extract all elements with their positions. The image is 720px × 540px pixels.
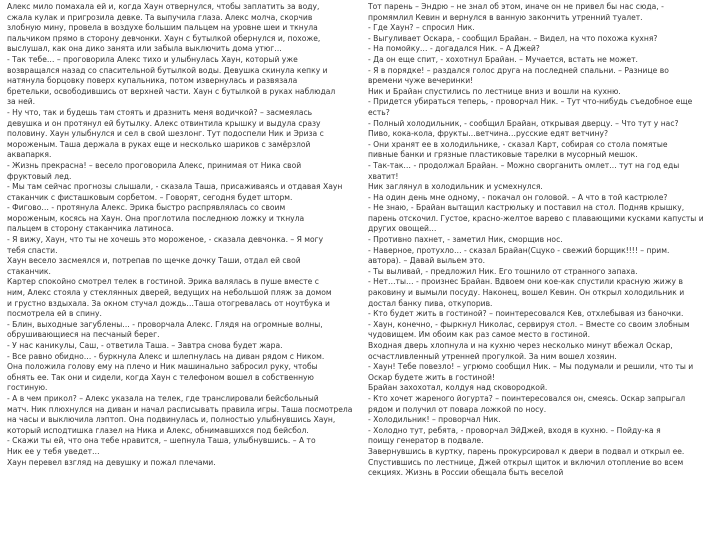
left-column-text-line: Она положила голову ему на плечо и Ник машинально забросил руку, чтобы bbox=[7, 362, 318, 372]
left-column-text-line: ним, Алекс стояла у стеклянных дверей, ведущих на небольшой пляж за домом bbox=[7, 288, 332, 298]
right-column-text-line: - Не знаю, - Брайан вытащил кастрюльку и поставил на стол. Подняв крышку, bbox=[368, 203, 685, 213]
left-column-text-line: матч. Ник плюхнулся на диван и начал расписывать правила игры. Таша посмотрела bbox=[7, 404, 353, 414]
left-column-text-line: натянула борцовку поверх купальника, потом извернулась и развязала bbox=[7, 76, 298, 86]
left-column-text-line: - У нас каникулы, Саш, - ответила Таша. – Завтра снова будет жара. bbox=[7, 341, 283, 350]
left-column-text-line: Картер спокойно смотрел телек в гостиной. Эрика валялась в пуше вместе с bbox=[7, 277, 319, 287]
right-column-text-line: - Нет…ты… - произнес Брайан. Вдвоем они кое-как спустили красную жижу в bbox=[368, 277, 683, 287]
left-column-text-line: Ник ее у тебя уведет… bbox=[7, 446, 100, 456]
left-column-text-line: мороженым, косясь на Хаун. Она проглотила последнюю ложку и ткнула bbox=[7, 213, 305, 223]
left-column-text-line: - Ну что, так и будешь там стоять и дразнить меня водичкой? – засмеялась bbox=[7, 107, 313, 117]
left-column-text-line: тебя спасти. bbox=[7, 245, 58, 255]
left-column-text-line: возвращался назад со спасительной бутылкой воды. Девушка скинула кепку и bbox=[7, 65, 328, 75]
left-column-text-line: сжала кулак и пригрозила девке. Та выпучила глаза. Алекс молча, скорчив bbox=[7, 12, 313, 22]
right-column-text-line: - На один день мне одному, - покачал он головой. – А что в той кастрюле? bbox=[368, 192, 668, 202]
right-column-text-line: - Да он еще спит, - хохотнул Брайан. – Мучается, встать не может. bbox=[368, 54, 638, 64]
right-column-text-line: раковину и вымыли посуду. Наконец, вошел Кевин. Он открыл холодильник и bbox=[368, 288, 685, 298]
left-column-text-line: гостиную. bbox=[7, 383, 48, 393]
right-column-text-line: Пиво, кока-кола, фрукты…ветчина…русские едят ветчину? bbox=[368, 129, 609, 139]
right-column-text-line: пивные банки и грязные пластиковые тарелки в мусорный мешок. bbox=[368, 150, 638, 160]
left-column-text-line: и грустно вздыхала. За окном стучал дождь…Таша отогревалась от ноутбука и bbox=[7, 298, 330, 308]
left-column-text-line: Алекс мило помахала ей и, когда Хаун отвернулся, чтобы заплатить за воду, bbox=[7, 2, 320, 11]
right-column-text-line: - Где Хаун? – спросил Ник. bbox=[368, 23, 475, 33]
left-column-text-line: бретельки, освободившись от верхней части. Хаун с бутылкой в руках наблюдал bbox=[7, 86, 336, 96]
right-column-text-line: - Ты выливай, - предложил Ник. Его тошнило от странного запаха. bbox=[368, 266, 638, 276]
right-column-text-line: - Я в порядке! – раздался голос друга на последней спальни. – Разнице во bbox=[368, 65, 669, 75]
right-column-text-line: автора). – Давай выльем это. bbox=[368, 256, 486, 266]
right-column-text-line: Тот парень – Эндрю – не знал об этом, иначе он не привел бы нас сюда, - bbox=[368, 2, 664, 11]
left-column-text-line: - Фигово… - протянула Алекс. Эрика быстро распрявлялась со своим bbox=[7, 203, 286, 213]
right-column-text-line: промямлил Кевин и вернулся в ванную закончить утренний туалет. bbox=[368, 12, 643, 22]
left-column-text-line: - Жизнь прекрасна! – весело проговорила Алекс, принимая от Ника свой bbox=[7, 160, 302, 170]
right-column-text-line: Завернувшись в куртку, парень прокурсировал к двери в подвал и открыл ее. bbox=[368, 446, 685, 456]
left-column-text-line: девушка и он протянул ей бутылку. Алекс отвинтила крышку и выдула сразу bbox=[7, 118, 321, 128]
right-column-text-line: поищу генератор в подвале. bbox=[368, 436, 484, 446]
right-column-text-line: есть? bbox=[368, 107, 390, 117]
right-column-text-line: - Холодно тут, ребята, - проворчал ЭйДжей, входя в кухню. – Пойду-ка я bbox=[368, 425, 661, 435]
left-column-text-line: - Мы там сейчас прогнозы слышали, - сказала Таша, присаживаясь и отдавая Хаун bbox=[7, 182, 343, 192]
left-column-text-line: аквапаркя. bbox=[7, 150, 52, 160]
right-column-text-line: парень отскочил. Густое, красно-желтое варево с плавающими кусками капусты и bbox=[368, 213, 704, 223]
left-column-text-line: злобную мину, провела в воздухе большим пальцем на уровне шеи и ткнула bbox=[7, 23, 318, 33]
right-column-text-line: - Так-так… - продолжал Брайан. – Можно сворганить омлет… тут на год еды bbox=[368, 160, 680, 170]
left-column-text-line: - Так тебе… – проговорила Алекс тихо и улыбнулась Хаун, который уже bbox=[7, 54, 298, 64]
right-column-text-line: рядом и получил от повара ложкой по носу. bbox=[368, 404, 547, 414]
right-column-text-line: Входная дверь хлопнула и на кухню через несколько минут вбежал Оскар, bbox=[368, 341, 673, 350]
right-column-text-line: - Кто будет жить в гостиной? – поинтересовался Кев, отхлебывая из баночки. bbox=[368, 309, 684, 319]
right-column-text-line: хватит! bbox=[368, 171, 399, 181]
left-column-text-line: стаканчик с фисташковым сорбетом. – Говорят, сегодня будет шторм. bbox=[7, 192, 293, 202]
left-column-text-line: на часы и выключила лэптоп. Она подвинулась и, полностью улыбнувшись Хаун, bbox=[7, 415, 336, 425]
right-column-text-line: - На помойку… - догадался Ник. – А Джей? bbox=[368, 44, 540, 54]
left-column-text-line: - А в чем прикол? – Алекс указала на телек, где транслировали бейсбольный bbox=[7, 393, 319, 403]
right-column-text-line: - Хаун! Тебе повезло! – угрюмо сообщил Ник. – Мы подумали и решили, что ты и bbox=[368, 362, 694, 372]
right-column-text-line: других овощей… bbox=[368, 224, 437, 234]
left-column-text-line: за ней. bbox=[7, 97, 36, 107]
right-column-text-line: - Противно пахнет, - заметил Ник, сморщив нос. bbox=[368, 235, 563, 245]
left-column-text-line: Хаун перевел взгляд на девушку и пожал плечами. bbox=[7, 457, 216, 467]
right-column-text-line: - Хаун, конечно, - фыркнул Николас, сервируя стол. – Вместе со своим злобным bbox=[368, 319, 690, 329]
right-column-text-line: - Придется убираться теперь, - проворчал Ник. – Тут что-нибудь съедобное еще bbox=[368, 97, 693, 107]
left-column-text-line: выслушал, как она дико занята или забыла выключить дома утюг… bbox=[7, 44, 282, 54]
right-column-text-line: времени чуже вечеринки! bbox=[368, 76, 474, 86]
left-column-text-line: посмотрела ей в спину. bbox=[7, 309, 102, 319]
left-column-text-line: стаканчик. bbox=[7, 266, 51, 276]
right-column-text-line: - Выгуливает Оскара, - сообщил Брайан. – Видел, на что похожа кухня? bbox=[368, 33, 658, 43]
right-column-text-line: Брайан захохотал, колдуя над сковородкой. bbox=[368, 383, 548, 393]
left-column-text-line: половину. Хаун улыбнулся и сел в свой шезлонг. Тут подоспели Ник и Эриза с bbox=[7, 129, 324, 139]
right-column-text-line: - Кто хочет жареного йогурта? – поинтересовался он, смеясь. Оскар запрыгал bbox=[368, 393, 686, 403]
right-column-text-line: секциях. Жизнь в России обещала быть веселой bbox=[368, 468, 564, 478]
right-column-text-line: - Наверное, протухло… - сказал Брайан(Сцуко - свежий борщик!!!! – прим. bbox=[368, 245, 670, 255]
left-column-text-line: мороженым. Таша держала в руках еще и несколько шариков с замёрзлой bbox=[7, 139, 311, 149]
right-column-text-line: - Полный холодильник, - сообщил Брайан, открывая дверцу. – Что тут у нас? bbox=[368, 118, 679, 128]
right-column-text-line: Ник заглянул в холодильник и усмехнулся. bbox=[368, 182, 543, 192]
left-column-text-line: - Все равно обидно… - буркнула Алекс и шлепнулась на диван рядом с Ником. bbox=[7, 351, 325, 361]
right-column-text-line: - Холодильник! – проворчал Ник. bbox=[368, 415, 501, 425]
left-column-text-line: обрушивающиеся на песчаный берег. bbox=[7, 330, 160, 340]
left-column-text-line: - Я вижу, Хаун, что ты не хочешь это мороженое, - сказала девчонка. – Я могу bbox=[7, 235, 324, 245]
left-column-text-line: - Блин, выходные загублены… - проворчала Алекс. Глядя на огромные волны, bbox=[7, 319, 323, 329]
right-column-text-line: чудовищем. Им обоим как раз самое место в гостиной. bbox=[368, 330, 591, 340]
left-column-text-line: обнять ее. Так они и сидели, когда Хаун с телефоном вошел в собственную bbox=[7, 372, 314, 382]
right-column-text-line: Спустившись по лестнице, Джей открыл щиток и включил отопление во всем bbox=[368, 457, 684, 467]
left-column-text-line: который исподтишка глазел на Ника и Алекс, обнимавшихся под бейсбол. bbox=[7, 425, 309, 435]
right-column-text-line: - Они хранят ее в холодильнике, - сказал Карт, собирая со стола помятые bbox=[368, 139, 668, 149]
right-column-text-line: Ник и Брайан спустились по лестнице вниз и вошли на кухню. bbox=[368, 86, 621, 96]
left-text-column bbox=[7, 2, 356, 540]
right-text-column bbox=[368, 2, 714, 540]
right-column-text-line: Оскар будете жить в гостиной! bbox=[368, 372, 495, 382]
right-column-text-line: достал банку пива, откупорив. bbox=[368, 298, 493, 308]
left-column-text-line: пальцем в сторону стаканчика латиноса. bbox=[7, 224, 174, 234]
left-column-text-line: фруктовый лед. bbox=[7, 171, 72, 181]
right-column-text-line: осчастливленный утренней прогулкой. За ним вошел хозяин. bbox=[368, 351, 617, 361]
left-column-text-line: пальчиком прямо в сторону девчонки. Хаун с бутылкой обернулся и, похоже, bbox=[7, 33, 321, 43]
left-column-text-line: - Скажи ты ей, что она тебе нравится, – шепнула Таша, улыбнувшись. – А то bbox=[7, 436, 316, 446]
left-column-text-line: Хаун весело засмеялся и, потрепав по щечке дочку Таши, отдал ей свой bbox=[7, 256, 301, 266]
